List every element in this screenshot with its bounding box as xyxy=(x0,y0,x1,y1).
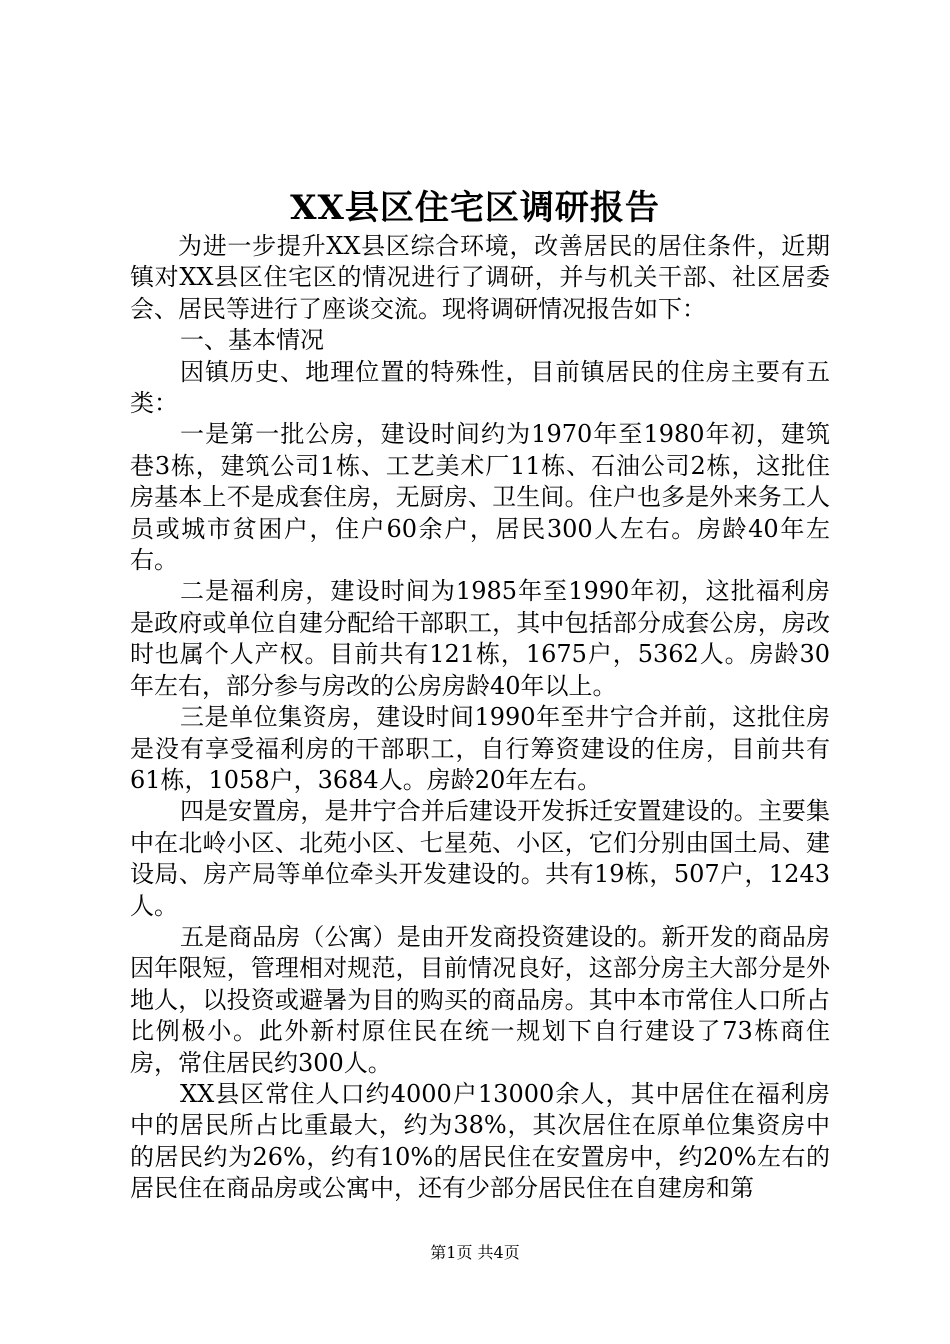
paragraph: 二是福利房，建设时间为1985年至1990年初，这批福利房是政府或单位自建分配给干部职工，其中包括部分成套公房，房改时也属个人产权。目前共有121栋，1675户，5362人。房龄30年左右，部分参与房改的公房房龄40年以上。 xyxy=(130,577,830,700)
paragraph: 因镇历史、地理位置的特殊性，目前镇居民的住房主要有五类： xyxy=(130,357,830,418)
paragraph: 一是第一批公房，建设时间约为1970年至1980年初，建筑巷3栋，建筑公司1栋、工艺美术厂11栋、石油公司2栋，这批住房基本上不是成套住房，无厨房、卫生间。住户也多是外来务工人员或城市贫困户，住户60余户，居民300人左右。房龄40年左右。 xyxy=(130,420,830,575)
paragraph: 五是商品房（公寓）是由开发商投资建设的。新开发的商品房因年限短，管理相对规范，目前情况良好，这部分房主大部分是外地人，以投资或避暑为目的购买的商品房。其中本市常住人口所占比例极小。此外新村原住民在统一规划下自行建设了73栋商住房，常住居民约300人。 xyxy=(130,922,830,1077)
document-body xyxy=(130,231,830,1205)
paragraph: 三是单位集资房，建设时间1990年至井宁合并前，这批住房是没有享受福利房的干部职工，自行筹资建设的住房，目前共有61栋，1058户，3684人。房龄20年左右。 xyxy=(130,703,830,794)
section-heading: 一、基本情况 xyxy=(180,326,324,355)
paragraph: XX县区常住人口约4000户13000余人，其中居住在福利房中的居民所占比重最大，约为38%，其次居住在原单位集资房中的居民约为26%，约有10%的居民住在安置房中，约20%左右的居民住在商品房或公寓中，还有少部分居民住在自建房和第 xyxy=(130,1079,830,1203)
paragraph: 四是安置房，是井宁合并后建设开发拆迁安置建设的。主要集中在北岭小区、北苑小区、七星苑、小区，它们分别由国土局、建设局、房产局等单位牵头开发建设的。共有19栋，507户，1243人。 xyxy=(130,797,830,920)
document-title: XX县区住宅区调研报告 xyxy=(290,188,660,228)
page-footer: 第1页 共4页 xyxy=(430,1243,520,1262)
intro-paragraph: 为进一步提升XX县区综合环境，改善居民的居住条件，近期镇对XX县区住宅区的情况进行了调研，并与机关干部、社区居委会、居民等进行了座谈交流。现将调研情况报告如下： xyxy=(130,232,830,323)
